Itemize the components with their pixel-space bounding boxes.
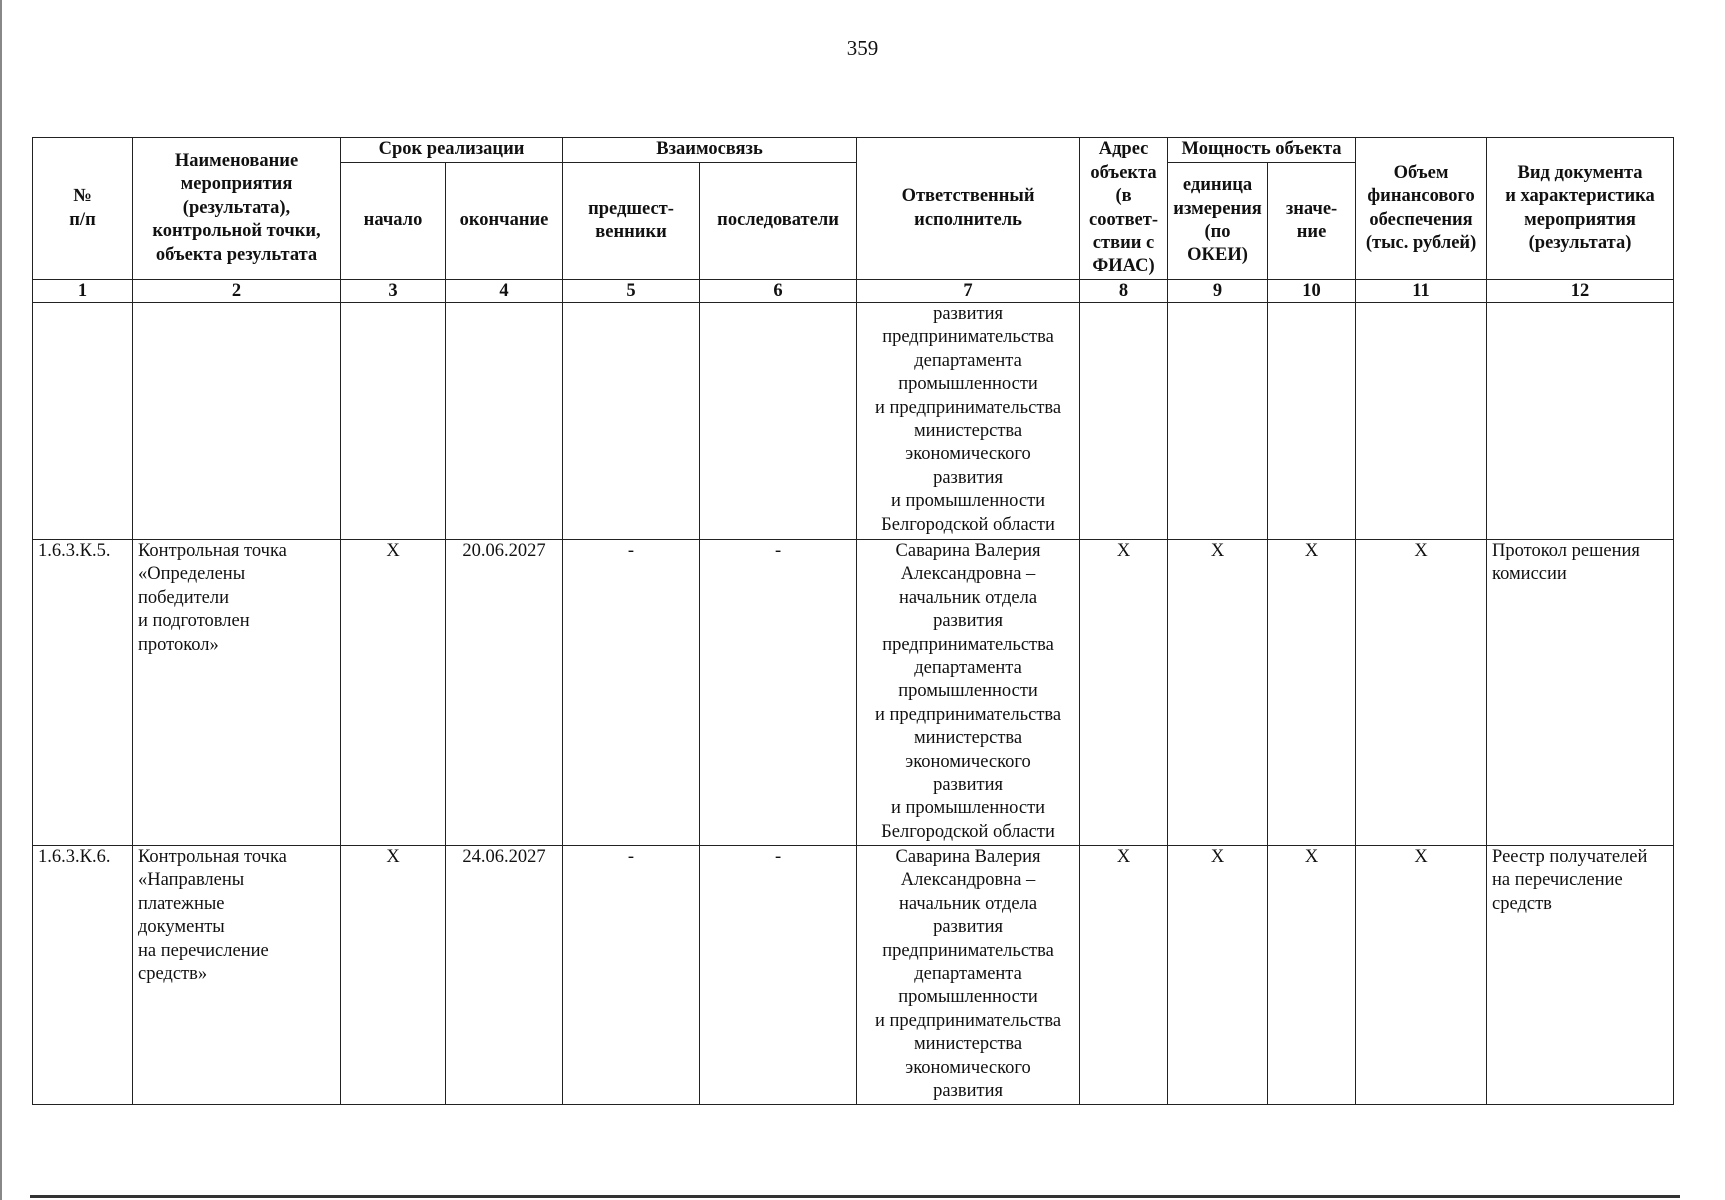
header-group-power: Мощность объекта xyxy=(1168,138,1356,163)
cell-unit: X xyxy=(1168,540,1268,846)
cell-document: Реестр получателей на перечисление средств xyxy=(1487,846,1674,1105)
cell-start: X xyxy=(341,846,446,1105)
cell-end: 24.06.2027 xyxy=(446,846,563,1105)
header-unit: единица измерения (по ОКЕИ) xyxy=(1168,163,1268,280)
table-body xyxy=(33,303,1674,1105)
cell-start xyxy=(341,303,446,540)
cell-number: 1.6.3.К.5. xyxy=(33,540,133,846)
column-number: 2 xyxy=(133,280,341,303)
table-row xyxy=(33,540,1674,846)
header-group-link: Взаимосвязь xyxy=(563,138,857,163)
cell-value: X xyxy=(1268,540,1356,846)
page-number: 359 xyxy=(846,36,879,60)
cell-document: Протокол решения комиссии xyxy=(1487,540,1674,846)
cell-unit: X xyxy=(1168,846,1268,1105)
cell-responsible: Саварина Валерия Александровна – начальник отдела развития предпринимательства департамента промышленности и предпринимательства министерства экономического развития и промышленности Белгородской области xyxy=(857,540,1080,846)
header-start: начало xyxy=(341,163,446,280)
cell-successors xyxy=(700,303,857,540)
table-row xyxy=(33,846,1674,1105)
column-number: 1 xyxy=(33,280,133,303)
column-number: 7 xyxy=(857,280,1080,303)
cell-value: X xyxy=(1268,846,1356,1105)
header-address: Адрес объекта (в соответ- ствии с ФИАС) xyxy=(1080,138,1168,280)
page-bottom-edge xyxy=(30,1195,1680,1198)
header-document: Вид документа и характеристика мероприятия (результата) xyxy=(1487,138,1674,280)
cell-value xyxy=(1268,303,1356,540)
cell-predecessors: - xyxy=(563,540,700,846)
cell-predecessors: - xyxy=(563,846,700,1105)
cell-name: Контрольная точка «Определены победители и подготовлен протокол» xyxy=(133,540,341,846)
column-number: 9 xyxy=(1168,280,1268,303)
cell-address: X xyxy=(1080,846,1168,1105)
column-number: 8 xyxy=(1080,280,1168,303)
cell-address: X xyxy=(1080,540,1168,846)
cell-name: Контрольная точка «Направлены платежные документы на перечисление средств» xyxy=(133,846,341,1105)
column-number: 3 xyxy=(341,280,446,303)
column-numbers-row xyxy=(33,280,1674,303)
scan-left-edge xyxy=(0,0,2,1200)
column-number: 5 xyxy=(563,280,700,303)
cell-predecessors xyxy=(563,303,700,540)
header-number: № п/п xyxy=(33,138,133,280)
column-number: 10 xyxy=(1268,280,1356,303)
cell-responsible: развития предпринимательства департамента промышленности и предпринимательства министерства экономического развития и промышленности Белгородской области xyxy=(857,303,1080,540)
cell-end xyxy=(446,303,563,540)
header-successors: последователи xyxy=(700,163,857,280)
cell-successors: - xyxy=(700,540,857,846)
measures-table xyxy=(32,137,1674,1105)
column-number: 4 xyxy=(446,280,563,303)
cell-finance: X xyxy=(1356,540,1487,846)
header-responsible: Ответственный исполнитель xyxy=(857,138,1080,280)
cell-number xyxy=(33,303,133,540)
table-row xyxy=(33,303,1674,540)
table-header xyxy=(33,138,1674,303)
cell-number: 1.6.3.К.6. xyxy=(33,846,133,1105)
column-number: 11 xyxy=(1356,280,1487,303)
cell-finance xyxy=(1356,303,1487,540)
cell-responsible: Саварина Валерия Александровна – начальник отдела развития предпринимательства департамента промышленности и предпринимательства министерства экономического развития xyxy=(857,846,1080,1105)
cell-end: 20.06.2027 xyxy=(446,540,563,846)
cell-successors: - xyxy=(700,846,857,1105)
header-predecessors: предшест- венники xyxy=(563,163,700,280)
cell-address xyxy=(1080,303,1168,540)
column-number: 6 xyxy=(700,280,857,303)
column-number: 12 xyxy=(1487,280,1674,303)
cell-document xyxy=(1487,303,1674,540)
cell-unit xyxy=(1168,303,1268,540)
cell-name xyxy=(133,303,341,540)
header-finance: Объем финансового обеспечения (тыс. рублей) xyxy=(1356,138,1487,280)
header-end: окончание xyxy=(446,163,563,280)
header-value: значе- ние xyxy=(1268,163,1356,280)
cell-finance: X xyxy=(1356,846,1487,1105)
header-group-term: Срок реализации xyxy=(341,138,563,163)
cell-start: X xyxy=(341,540,446,846)
header-name: Наименование мероприятия (результата), контрольной точки, объекта результата xyxy=(133,138,341,280)
